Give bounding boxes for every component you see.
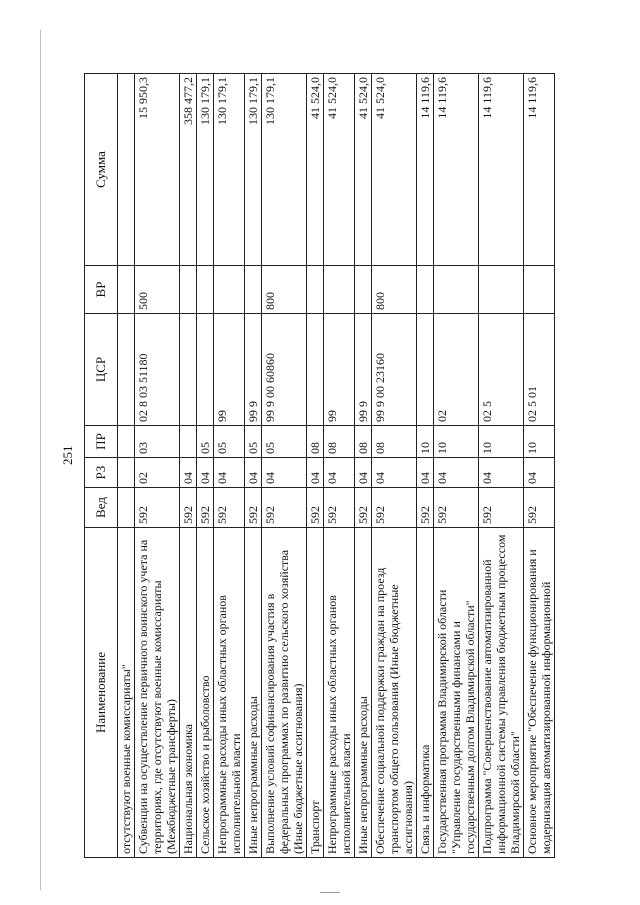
cell-name: отсутствуют военные комиссариаты" bbox=[118, 528, 135, 858]
cell-sum: 14 119,6 bbox=[524, 74, 555, 266]
table-row bbox=[214, 74, 245, 858]
header-pr: ПР bbox=[85, 426, 118, 458]
cell-rz: 04 bbox=[479, 458, 524, 488]
cell-pr: 08 bbox=[307, 426, 324, 458]
cell-csr: 99 9 00 60860 bbox=[262, 314, 307, 426]
cell-name: Сельское хозяйство и рыболовство bbox=[197, 528, 214, 858]
cell-name: Субвенции на осуществление первичного воинского учета на территориях, где отсутствуют военные комиссариаты (Межбюджетные трансферты) bbox=[135, 528, 180, 858]
cell-name: Основное мероприятие "Обеспечение функционирования и модернизация автоматизированной информационной bbox=[524, 528, 555, 858]
cell-rz: 04 bbox=[355, 458, 372, 488]
cell-rz: 04 bbox=[372, 458, 417, 488]
cell-sum: 358 477,2 bbox=[180, 74, 197, 266]
cell-sum: 14 119,6 bbox=[417, 74, 434, 266]
cell-ved: 592 bbox=[479, 488, 524, 528]
cell-ved: 592 bbox=[524, 488, 555, 528]
cell-sum: 41 524,0 bbox=[372, 74, 417, 266]
cell-pr: 08 bbox=[324, 426, 355, 458]
cell-name: Иные непрограммные расходы bbox=[245, 528, 262, 858]
cell-rz: 04 bbox=[324, 458, 355, 488]
cell-vr bbox=[355, 266, 372, 314]
cell-vr bbox=[245, 266, 262, 314]
cell-pr: 10 bbox=[434, 426, 479, 458]
cell-sum: 41 524,0 bbox=[324, 74, 355, 266]
header-csr: ЦСР bbox=[85, 314, 118, 426]
cell-sum: 14 119,6 bbox=[479, 74, 524, 266]
cell-csr: 02 bbox=[434, 314, 479, 426]
table-row bbox=[479, 74, 524, 858]
header-ved: Вед bbox=[85, 488, 118, 528]
cell-pr: 05 bbox=[197, 426, 214, 458]
cell-ved: 592 bbox=[197, 488, 214, 528]
cell-csr: 99 bbox=[214, 314, 245, 426]
cell-pr: 05 bbox=[262, 426, 307, 458]
cell-rz bbox=[118, 458, 135, 488]
table-row bbox=[324, 74, 355, 858]
cell-csr: 99 bbox=[324, 314, 355, 426]
cell-pr bbox=[180, 426, 197, 458]
cell-pr: 08 bbox=[355, 426, 372, 458]
cell-name: Государственная программа Владимирской области "Управление государственными финансами и государственным долгом Владимирской области" bbox=[434, 528, 479, 858]
cell-name: Связь и информатика bbox=[417, 528, 434, 858]
cell-csr: 02 8 03 51180 bbox=[135, 314, 180, 426]
cell-ved: 592 bbox=[417, 488, 434, 528]
cell-vr bbox=[180, 266, 197, 314]
cell-vr bbox=[479, 266, 524, 314]
cell-name: Выполнение условий софинансирования участия в федеральных программах по развитию сельского хозяйства (Иные бюджетные ассигнования) bbox=[262, 528, 307, 858]
budget-table-wrapper bbox=[84, 74, 604, 858]
scan-mark bbox=[320, 892, 340, 893]
table-row bbox=[524, 74, 555, 858]
cell-csr bbox=[417, 314, 434, 426]
cell-csr: 99 9 bbox=[355, 314, 372, 426]
cell-csr bbox=[118, 314, 135, 426]
cell-vr bbox=[118, 266, 135, 314]
cell-pr: 03 bbox=[135, 426, 180, 458]
cell-name: Непрограммные расходы иных областных органов исполнительной власти bbox=[324, 528, 355, 858]
cell-pr: 05 bbox=[214, 426, 245, 458]
cell-ved: 592 bbox=[355, 488, 372, 528]
page-number: 251 bbox=[60, 445, 75, 465]
cell-rz: 04 bbox=[197, 458, 214, 488]
cell-rz: 04 bbox=[245, 458, 262, 488]
cell-ved: 592 bbox=[135, 488, 180, 528]
cell-vr bbox=[417, 266, 434, 314]
cell-sum: 14 119,6 bbox=[434, 74, 479, 266]
table-row bbox=[135, 74, 180, 858]
header-vr: ВР bbox=[85, 266, 118, 314]
cell-sum: 130 179,1 bbox=[262, 74, 307, 266]
cell-pr: 08 bbox=[372, 426, 417, 458]
budget-table bbox=[84, 73, 555, 858]
cell-ved: 592 bbox=[372, 488, 417, 528]
cell-ved: 592 bbox=[245, 488, 262, 528]
table-row bbox=[307, 74, 324, 858]
cell-rz: 04 bbox=[307, 458, 324, 488]
cell-csr: 99 9 00 23160 bbox=[372, 314, 417, 426]
cell-pr bbox=[118, 426, 135, 458]
cell-vr bbox=[434, 266, 479, 314]
cell-csr bbox=[180, 314, 197, 426]
table-row bbox=[417, 74, 434, 858]
table-row bbox=[372, 74, 417, 858]
cell-sum: 15 950,3 bbox=[135, 74, 180, 266]
header-name: Наименование bbox=[85, 528, 118, 858]
cell-rz: 04 bbox=[180, 458, 197, 488]
cell-rz: 04 bbox=[417, 458, 434, 488]
cell-rz: 04 bbox=[524, 458, 555, 488]
header-sum: Сумма bbox=[85, 74, 118, 266]
cell-sum: 41 524,0 bbox=[355, 74, 372, 266]
cell-vr bbox=[197, 266, 214, 314]
cell-sum: 130 179,1 bbox=[197, 74, 214, 266]
table-row bbox=[355, 74, 372, 858]
cell-name: Транспорт bbox=[307, 528, 324, 858]
cell-name: Национальная экономика bbox=[180, 528, 197, 858]
cell-rz: 02 bbox=[135, 458, 180, 488]
cell-pr: 05 bbox=[245, 426, 262, 458]
scan-edge-line bbox=[40, 30, 41, 890]
cell-vr: 800 bbox=[372, 266, 417, 314]
cell-rz: 04 bbox=[214, 458, 245, 488]
cell-vr bbox=[214, 266, 245, 314]
cell-ved: 592 bbox=[180, 488, 197, 528]
cell-sum: 130 179,1 bbox=[245, 74, 262, 266]
cell-sum bbox=[118, 74, 135, 266]
cell-sum: 41 524,0 bbox=[307, 74, 324, 266]
cell-csr bbox=[307, 314, 324, 426]
cell-rz: 04 bbox=[262, 458, 307, 488]
table-body bbox=[118, 74, 555, 858]
cell-rz: 04 bbox=[434, 458, 479, 488]
cell-vr: 800 bbox=[262, 266, 307, 314]
table-row bbox=[434, 74, 479, 858]
cell-ved: 592 bbox=[262, 488, 307, 528]
cell-name: Иные непрограммные расходы bbox=[355, 528, 372, 858]
table-header-row bbox=[85, 74, 118, 858]
cell-csr bbox=[197, 314, 214, 426]
cell-vr bbox=[324, 266, 355, 314]
cell-csr: 02 5 bbox=[479, 314, 524, 426]
cell-pr: 10 bbox=[417, 426, 434, 458]
cell-vr bbox=[307, 266, 324, 314]
table-row bbox=[180, 74, 197, 858]
cell-csr: 02 5 01 bbox=[524, 314, 555, 426]
table-row bbox=[118, 74, 135, 858]
table-row bbox=[197, 74, 214, 858]
cell-ved: 592 bbox=[324, 488, 355, 528]
cell-ved: 592 bbox=[214, 488, 245, 528]
cell-pr: 10 bbox=[524, 426, 555, 458]
table-row bbox=[262, 74, 307, 858]
cell-vr bbox=[524, 266, 555, 314]
cell-csr: 99 9 bbox=[245, 314, 262, 426]
cell-pr: 10 bbox=[479, 426, 524, 458]
cell-name: Подпрограмма "Совершенствование автоматизированной информационной системы управления бюджетным процессом Владимирской области" bbox=[479, 528, 524, 858]
header-rz: РЗ bbox=[85, 458, 118, 488]
cell-name: Непрограммные расходы иных областных органов исполнительной власти bbox=[214, 528, 245, 858]
cell-ved: 592 bbox=[434, 488, 479, 528]
cell-ved bbox=[118, 488, 135, 528]
cell-name: Обеспечение социальной поддержки граждан на проезд транспортом общего пользования (Иные бюджетные ассигнования) bbox=[372, 528, 417, 858]
table-row bbox=[245, 74, 262, 858]
cell-ved: 592 bbox=[307, 488, 324, 528]
cell-vr: 500 bbox=[135, 266, 180, 314]
cell-sum: 130 179,1 bbox=[214, 74, 245, 266]
